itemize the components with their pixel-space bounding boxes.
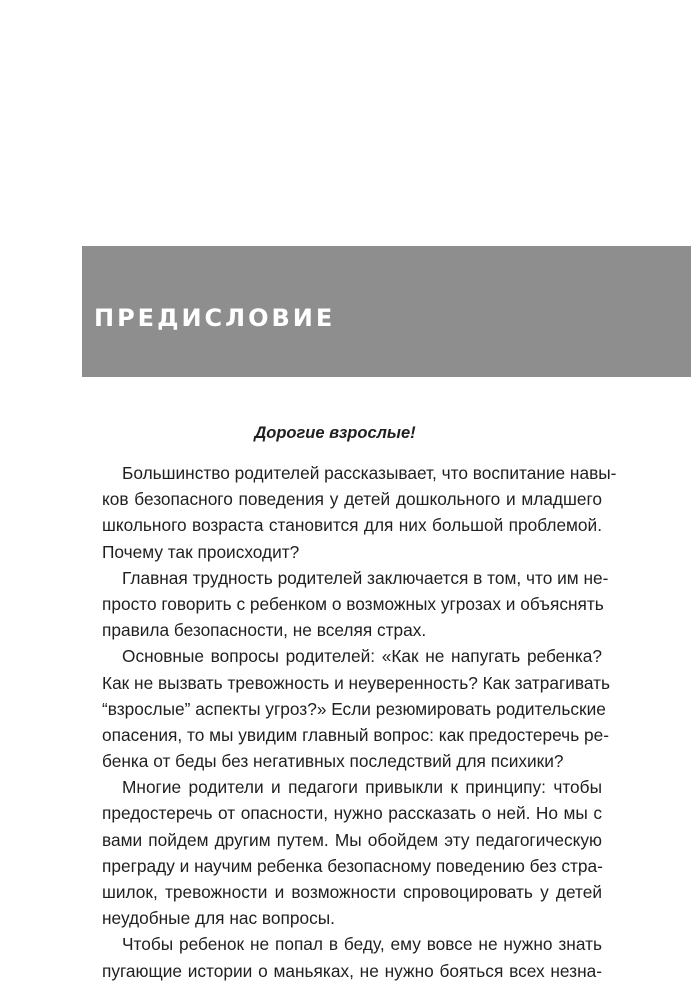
text-line: предостеречь от опасности, нужно рассказать о ней. Но мы с [102, 803, 602, 824]
text-line: школьного возраста становится для них большой проблемой. [102, 515, 602, 536]
text-line: Почему так происходит? [102, 541, 300, 562]
greeting: Дорогие взрослые! [254, 424, 416, 442]
text-line: бенка от беды без негативных последствий для психики? [102, 751, 564, 772]
text-line: “взрослые” аспекты угроз?» Если резюмировать родительские [102, 698, 606, 719]
text-line: правила безопасности, не вселяя страх. [102, 620, 427, 641]
text-line: опасения, то мы увидим главный вопрос: как предостеречь ре- [102, 724, 609, 745]
text-line: шилок, тревожности и возможности спровоцировать у детей [102, 882, 602, 902]
text-line: ков безопасного поведения у детей дошкольного и младшего [102, 489, 602, 510]
text-line: Основные вопросы родителей: «Как не напугать ребенка? [122, 646, 602, 667]
text-line: Чтобы ребенок не попал в беду, ему вовсе не нужно знать [122, 934, 602, 955]
text-line: Как не вызвать тревожность и неуверенность? Как затрагивать [102, 672, 611, 693]
body-text [102, 460, 617, 984]
text-line: вами пойдем другим путем. Мы обойдем эту педагогическую [102, 829, 602, 850]
chapter-title: ПРЕДИСЛОВИЕ [94, 304, 336, 332]
text-line: Главная трудность родителей заключается в том, что им не- [122, 567, 609, 588]
text-line: неудобные для нас вопросы. [102, 908, 335, 929]
text-line: просто говорить с ребенком о возможных угрозах и объяснять [102, 593, 604, 614]
text-line: Большинство родителей рассказывает, что воспитание навы- [122, 463, 617, 483]
text-line: Многие родители и педагоги привыкли к принципу: чтобы [122, 777, 602, 798]
text-line: пугающие истории о маньяках, не нужно бояться всех незна- [102, 960, 602, 981]
text-line: преграду и научим ребенка безопасному поведению без стра- [102, 855, 603, 876]
